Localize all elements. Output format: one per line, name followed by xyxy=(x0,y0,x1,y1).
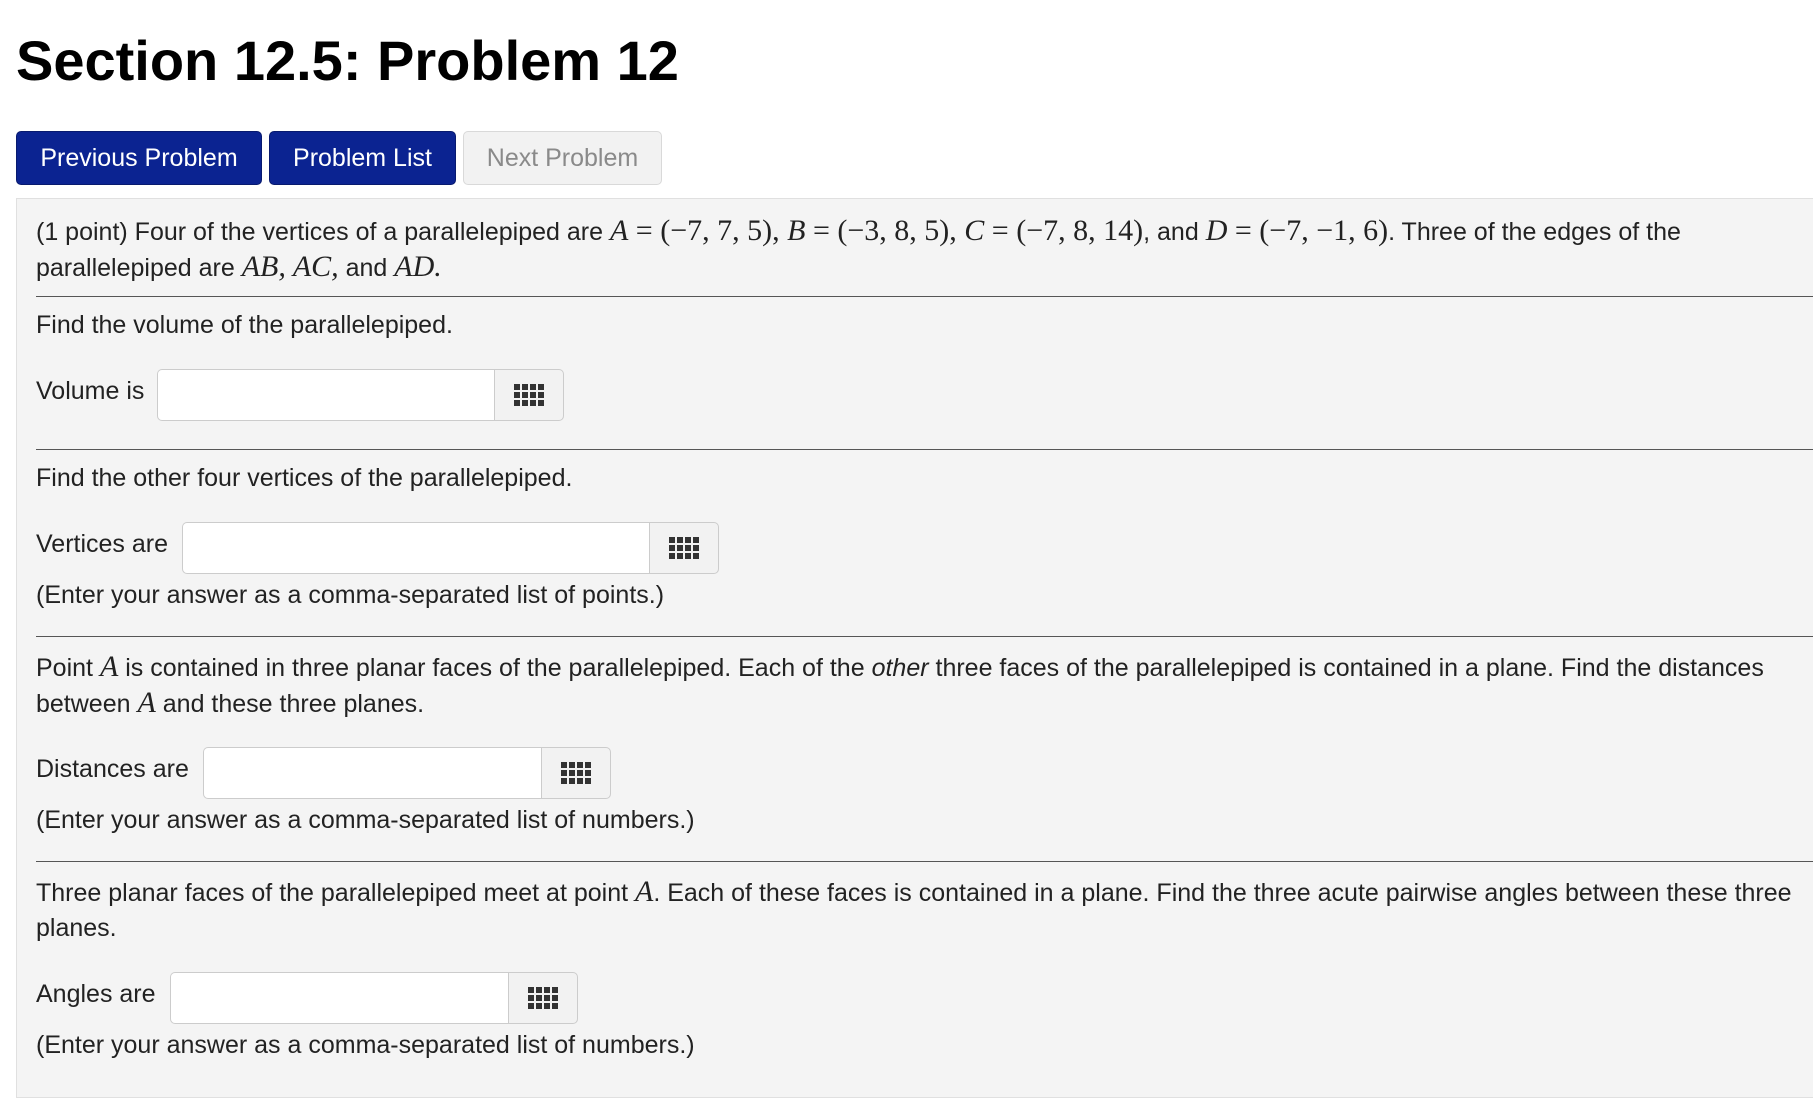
vertices-hint: (Enter your answer as a comma-separated list of points.) xyxy=(36,581,665,609)
vertices-label: Vertices are xyxy=(36,530,169,558)
volume-answer xyxy=(36,369,596,421)
problem-statement: (1 point) Four of the vertices of a parallelepiped are A = (−7, 7, 5), B = (−3, 8, 5), C = (−7, 8, 14), and D = (−7, −1, 6). Three of the edges of the xyxy=(36,214,1681,247)
angles-hint: (Enter your answer as a comma-separated list of numbers.) xyxy=(36,1031,695,1059)
part1-prompt: Find the volume of the parallelepiped. xyxy=(36,311,453,339)
part2-prompt: Find the other four vertices of the parallelepiped. xyxy=(36,464,573,492)
divider xyxy=(36,296,1813,297)
part4-prompt-line2: planes. xyxy=(36,914,117,942)
page-title: Section 12.5: Problem 12 xyxy=(16,29,679,92)
problem-body xyxy=(16,198,1813,1098)
equation-editor-icon[interactable] xyxy=(508,972,578,1024)
equation-editor-icon[interactable] xyxy=(649,522,719,574)
problem-statement-line2: parallelepiped are AB, AC, and AD. xyxy=(36,250,442,283)
part3-prompt: Point A is contained in three planar faces of the parallelepiped. Each of the other three faces of the parallelepiped is contained in a plane. Find the distances xyxy=(36,650,1764,683)
previous-problem-button[interactable]: Previous Problem xyxy=(16,131,262,185)
next-problem-button: Next Problem xyxy=(463,131,662,185)
distances-hint: (Enter your answer as a comma-separated list of numbers.) xyxy=(36,806,695,834)
vertices-input[interactable] xyxy=(182,522,649,574)
angles-label: Angles are xyxy=(36,980,156,1008)
part4-prompt: Three planar faces of the parallelepiped meet at point A. Each of these faces is contained in a plane. Find the three acute pairwise angles between these three xyxy=(36,875,1792,908)
volume-input[interactable] xyxy=(157,369,494,421)
problem-list-button[interactable]: Problem List xyxy=(269,131,456,185)
divider xyxy=(36,449,1813,450)
divider xyxy=(36,861,1813,862)
distances-answer xyxy=(36,747,636,799)
part3-prompt-line2: between A and these three planes. xyxy=(36,686,425,719)
distances-input[interactable] xyxy=(203,747,541,799)
angles-answer xyxy=(36,972,606,1024)
angles-input[interactable] xyxy=(170,972,508,1024)
equation-editor-icon[interactable] xyxy=(494,369,564,421)
volume-label: Volume is xyxy=(36,377,145,405)
distances-label: Distances are xyxy=(36,755,189,783)
equation-editor-icon[interactable] xyxy=(541,747,611,799)
vertices-answer xyxy=(36,522,736,574)
divider xyxy=(36,636,1813,637)
